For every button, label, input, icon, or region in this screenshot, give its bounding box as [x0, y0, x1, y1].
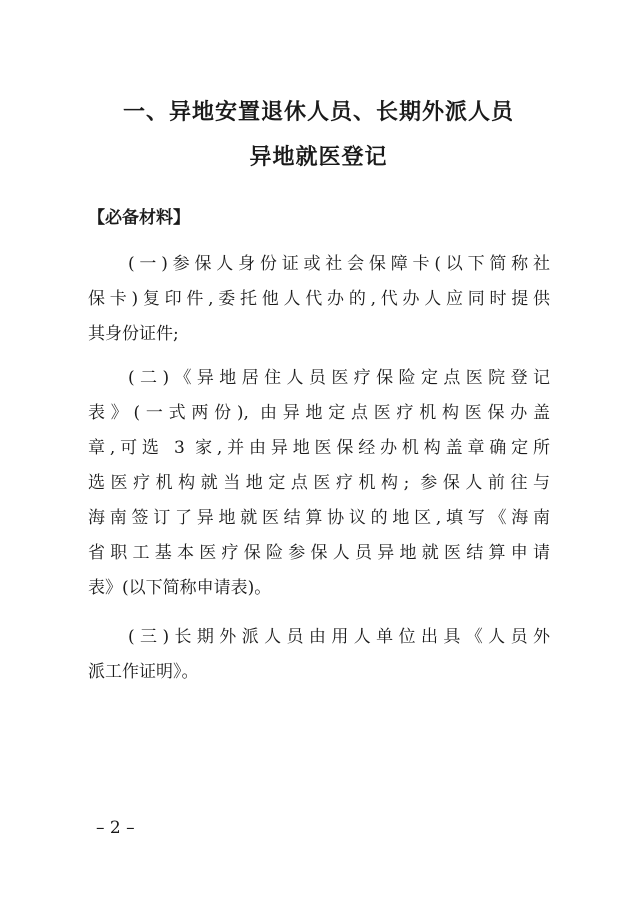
- paragraph-line: 表》(一式两份), 由异地定点医疗机构医保办盖: [88, 403, 550, 423]
- paragraph-line: (三)长期外派人员由用人单位出具《人员外: [128, 627, 550, 647]
- page-number: – 2 –: [96, 818, 135, 838]
- section-heading-required-materials: 【必备材料】: [88, 208, 190, 228]
- paragraph-line: 海南签订了异地就医结算协议的地区,填写《海南: [88, 508, 550, 528]
- paragraph-line: 省职工基本医疗保险参保人员异地就医结算申请: [88, 543, 550, 563]
- paragraph-line: (二)《异地居住人员医疗保险定点医院登记: [128, 368, 550, 388]
- paragraph-line: 表》(以下简称申请表)。: [88, 578, 272, 598]
- paragraph-line: 派工作证明》。: [88, 662, 199, 682]
- paragraph-line: 选医疗机构就当地定点医疗机构; 参保人前往与: [88, 473, 550, 493]
- paragraph-line: 其身份证件;: [88, 324, 179, 344]
- paragraph-item-2: [88, 361, 550, 606]
- paragraph-line: 保卡)复印件,委托他人代办的,代办人应同时提供: [88, 289, 550, 309]
- paragraph-line: (一)参保人身份证或社会保障卡(以下简称社: [128, 254, 550, 274]
- paragraph-line: 章,可选 3 家,并由异地医保经办机构盖章确定所: [88, 438, 550, 458]
- paragraph-item-3: [88, 620, 550, 690]
- paragraph-item-1: [88, 247, 550, 352]
- document-title-line-1: 一、异地安置退休人员、长期外派人员: [122, 100, 514, 125]
- document-title-line-2: 异地就医登记: [249, 145, 388, 170]
